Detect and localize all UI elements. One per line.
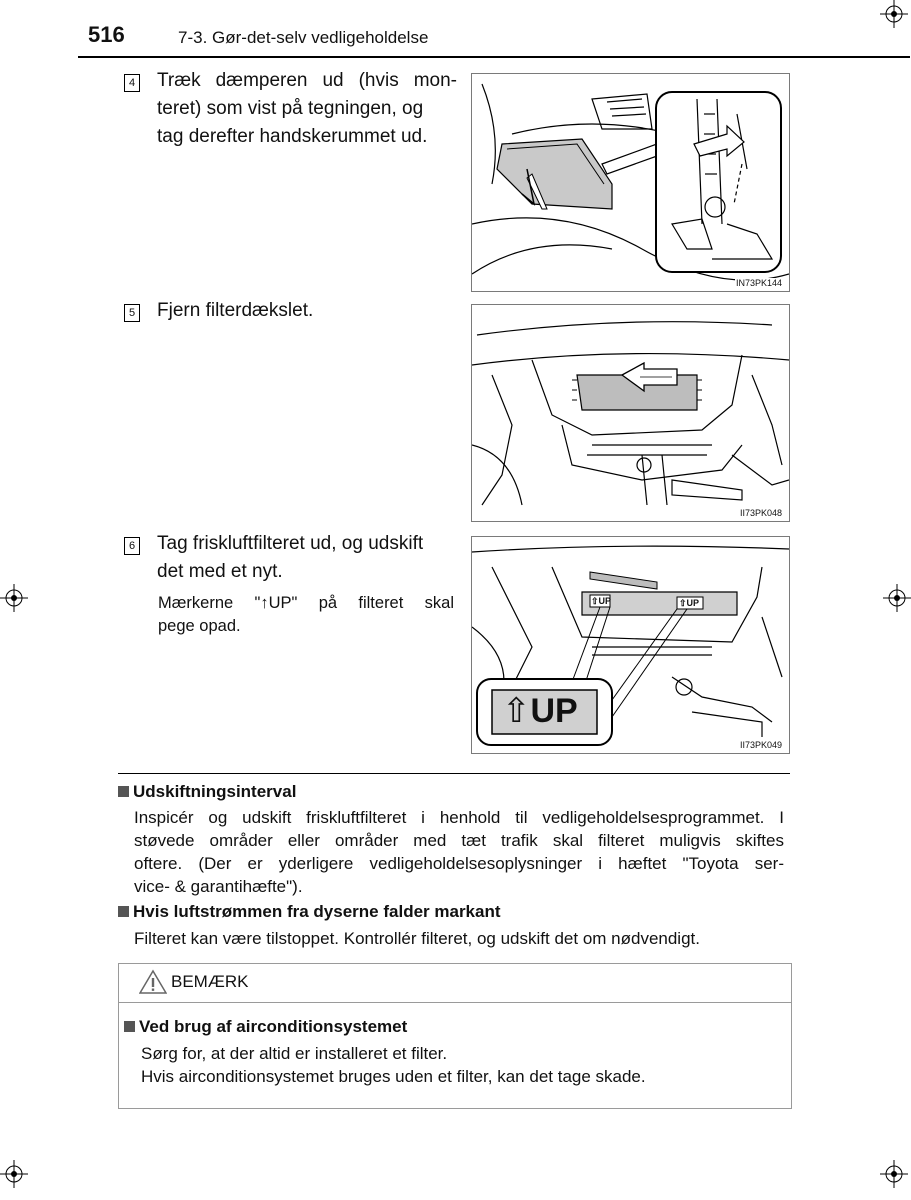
step-line: Fjern filterdækslet.	[157, 300, 314, 321]
filter-label-small-text: UP	[598, 596, 612, 606]
registration-mark-icon	[0, 1160, 28, 1188]
square-bullet-icon	[118, 786, 129, 797]
note-line: pege opad.	[158, 617, 241, 635]
square-bullet-icon	[124, 1021, 135, 1032]
square-bullet-icon	[118, 906, 129, 917]
section-heading	[118, 782, 296, 802]
step-note	[158, 592, 454, 638]
notice-divider	[119, 1002, 791, 1003]
section-divider	[118, 773, 790, 774]
step-line: det med et nyt.	[157, 561, 283, 582]
step-number: 5	[124, 304, 140, 322]
step-text	[157, 67, 457, 151]
registration-mark-icon	[0, 584, 28, 612]
section-title: 7-3. Gør-det-selv vedligeholdelse	[178, 28, 429, 47]
registration-mark-icon	[880, 0, 908, 28]
filter-label-large	[502, 689, 578, 733]
body-line: Filteret kan være tilstoppet. Kontrollér filteret, og udskift det om nødvendigt.	[134, 929, 700, 948]
body-line: Inspicér og udskift friskluftfilteret i henhold til vedligeholdelsesprogrammet. I	[134, 808, 784, 827]
glovebox-illustration	[472, 74, 789, 291]
section-heading-text: Hvis luftstrømmen fra dyserne falder markant	[133, 902, 501, 921]
section-body	[134, 927, 794, 950]
step-line: tag derefter handskerummet ud.	[157, 126, 428, 147]
figure-code: IN73PK144	[735, 278, 782, 288]
notice-heading-text: Ved brug af airconditionsystemet	[139, 1017, 408, 1036]
section-body	[134, 806, 784, 898]
step-number: 4	[124, 74, 140, 92]
figure-filter-replace	[471, 536, 790, 754]
notice-title: BEMÆRK	[171, 972, 249, 991]
figure-filter-cover	[471, 304, 790, 522]
filter-cover-illustration	[472, 305, 789, 521]
filter-label-small-text: UP	[686, 598, 700, 608]
step-text	[157, 530, 457, 586]
body-line: oftere. (Der er yderligere vedligeholdelsesoplysninger i hæftet "Toyota ser-	[134, 854, 784, 873]
filter-label-small: ⇧UP	[591, 596, 612, 606]
step-text	[157, 297, 457, 325]
figure-code: II73PK049	[739, 740, 782, 750]
header-rule	[78, 56, 910, 58]
step-line: Træk dæmperen ud (hvis mon-	[157, 70, 457, 91]
notice-line: Hvis airconditionsystemet bruges uden et filter, kan det tage skade.	[141, 1067, 646, 1086]
step-number: 6	[124, 537, 140, 555]
notice-body	[141, 1042, 781, 1088]
warning-triangle-icon	[139, 969, 167, 995]
registration-mark-icon	[883, 584, 911, 612]
notice-line: Sørg for, at der altid er installeret et filter.	[141, 1044, 448, 1063]
registration-mark-icon	[880, 1160, 908, 1188]
filter-label-small-2: ⇧UP	[679, 598, 700, 608]
up-arrow-icon: ⇧	[502, 692, 531, 730]
section-heading	[118, 902, 501, 922]
notice-heading	[124, 1017, 407, 1037]
figure-glovebox-damper	[471, 73, 790, 292]
notice-box	[118, 963, 792, 1109]
step-line: Tag friskluftfilteret ud, og udskift	[157, 533, 424, 554]
page-number: 516	[88, 22, 125, 47]
body-line: vice- & garantihæfte").	[134, 877, 303, 896]
body-line: støvede områder eller områder med tæt trafik skal filteret muligvis skiftes	[134, 831, 784, 850]
filter-label-large-text: UP	[530, 692, 578, 730]
note-line: Mærkerne "↑UP" på filteret skal	[158, 594, 454, 612]
section-heading-text: Udskiftningsinterval	[133, 782, 297, 801]
step-line: teret) som vist på tegningen, og	[157, 98, 424, 119]
figure-code: II73PK048	[739, 508, 782, 518]
